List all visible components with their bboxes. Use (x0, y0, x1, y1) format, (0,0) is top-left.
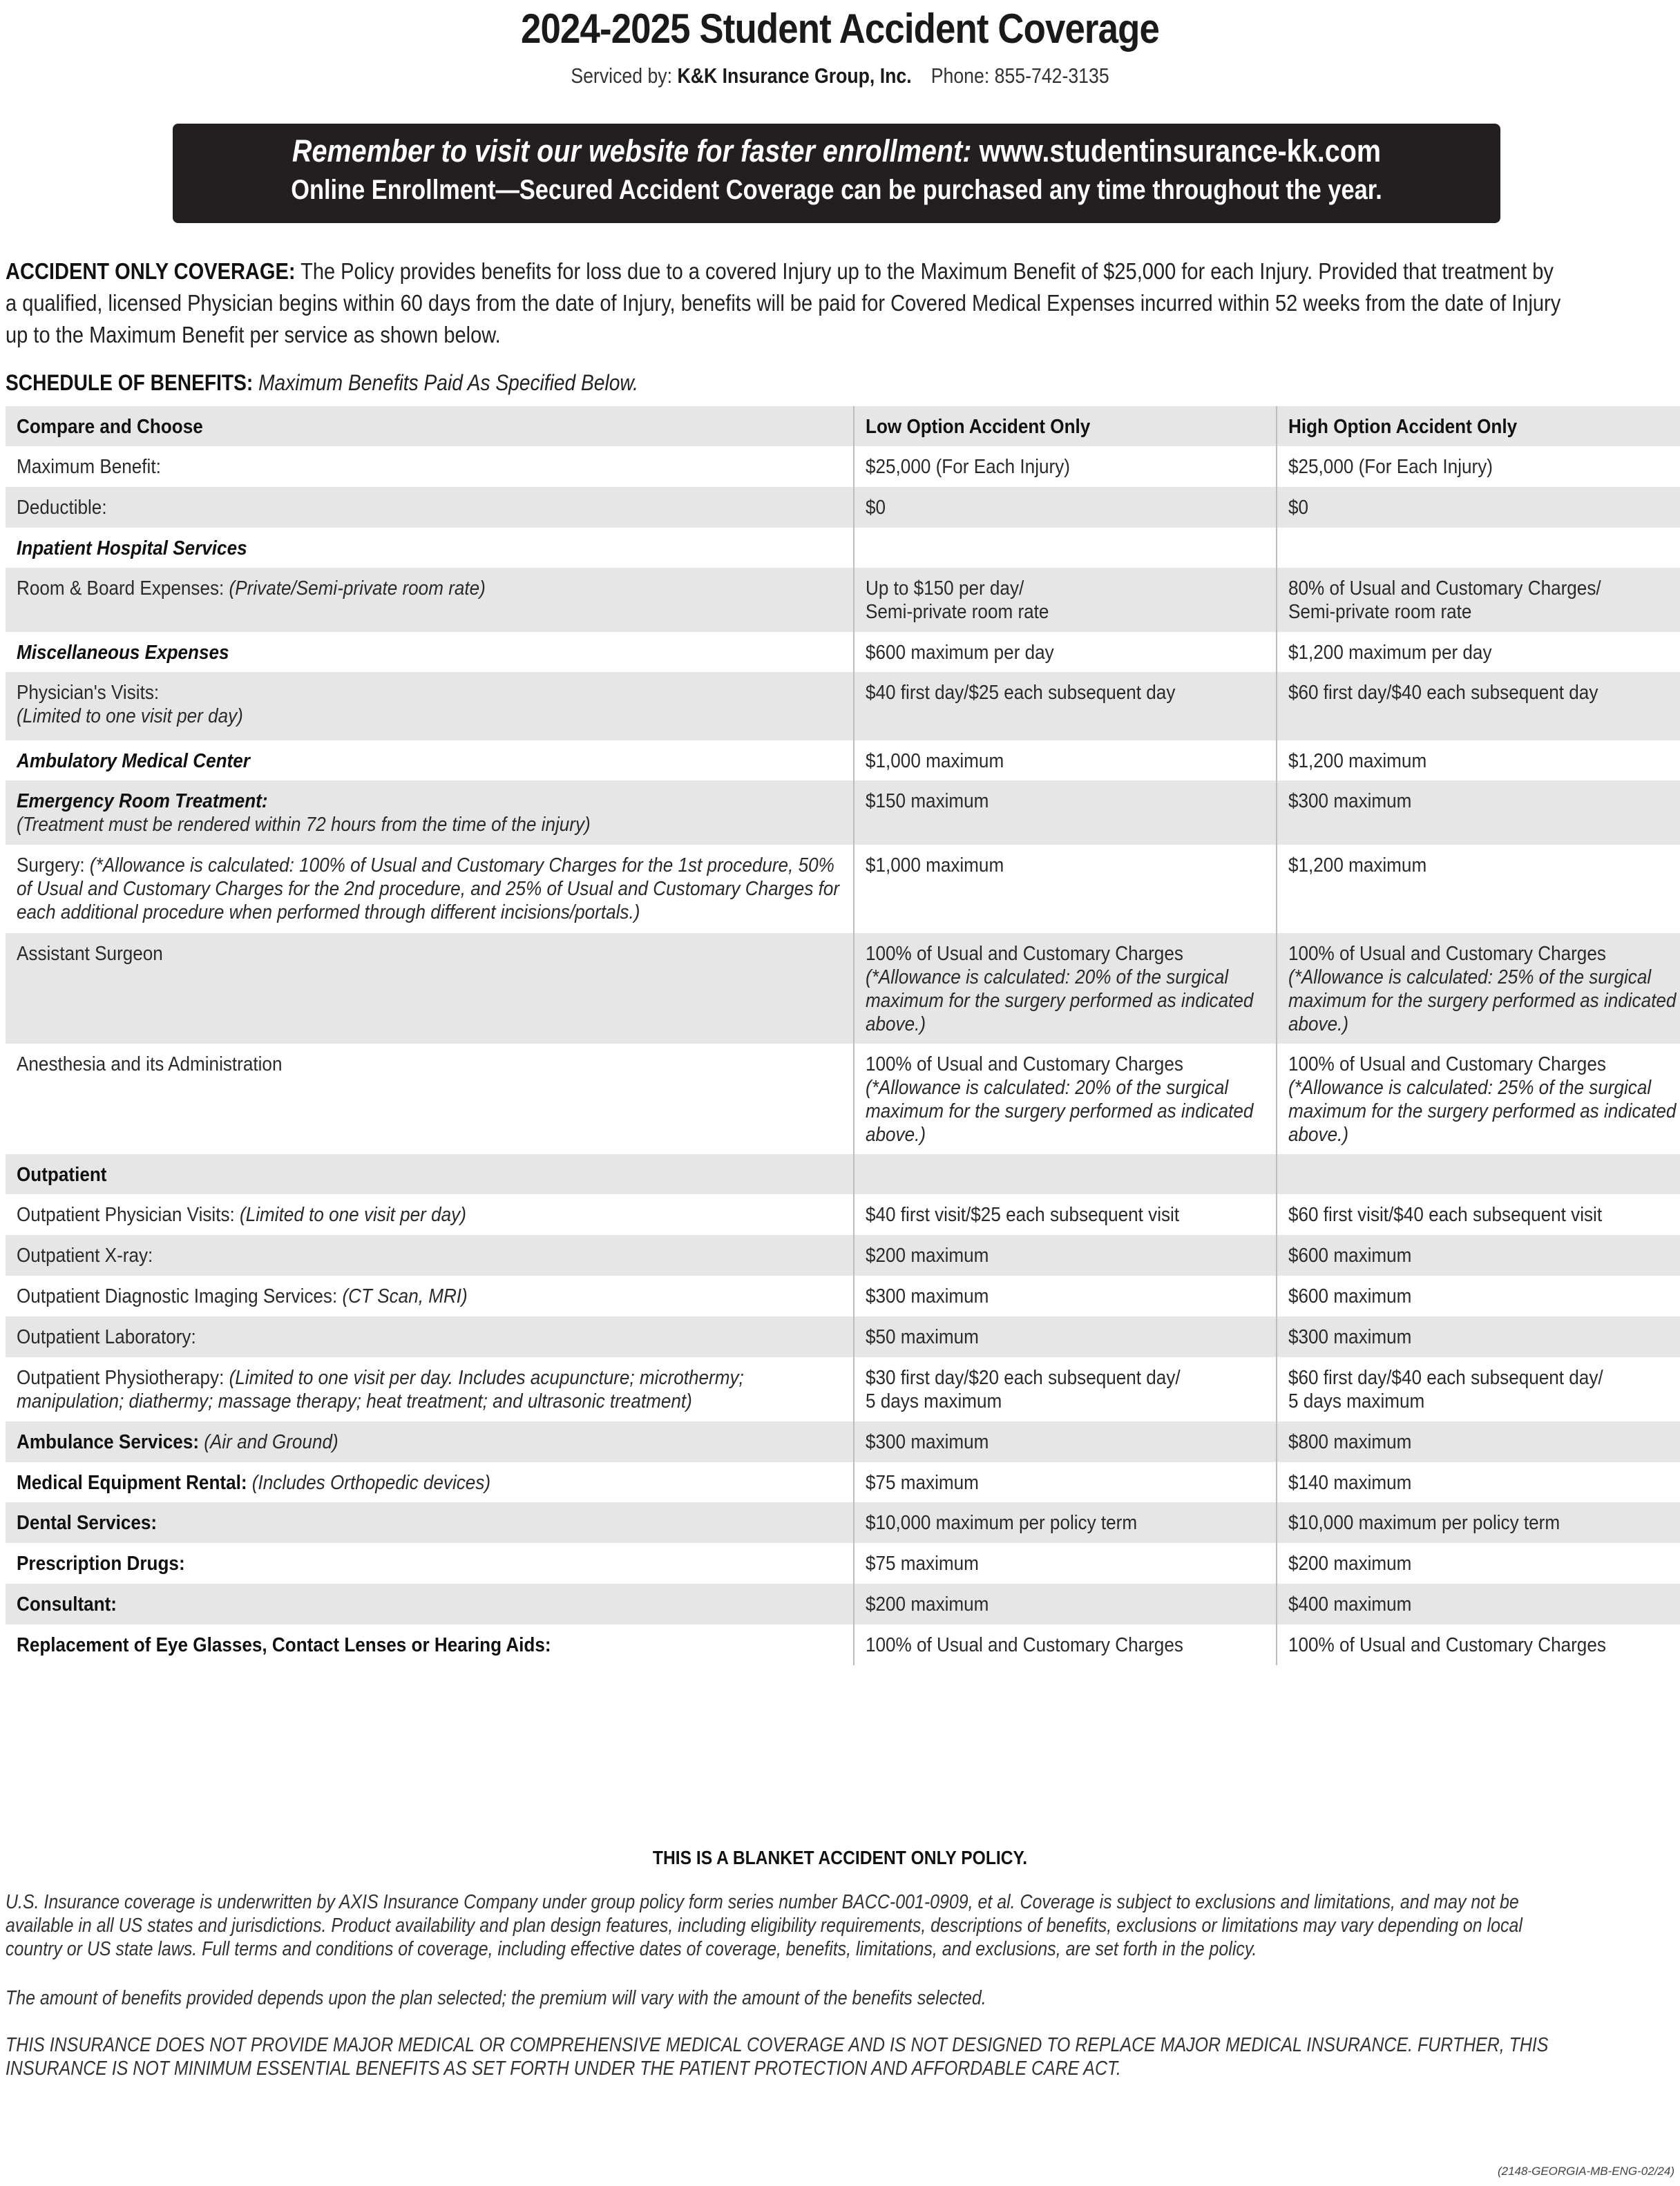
amount-text: The amount of benefits provided depends upon the plan selected; the premium will vary with the amount of the benefits selected. (6, 1987, 986, 2009)
low-option-value: $200 maximum (866, 1593, 989, 1615)
benefit-label: Outpatient Laboratory: (17, 1326, 196, 1348)
low-option-cell (854, 1421, 1277, 1462)
table-row (6, 740, 1680, 780)
low-option-cell (854, 780, 1277, 845)
benefit-note: (CT Scan, MRI) (342, 1285, 468, 1307)
low-option-value: $75 maximum (866, 1472, 979, 1494)
low-option-cell (854, 1154, 1277, 1194)
table-row (6, 1624, 1680, 1665)
benefit-cell (6, 780, 854, 845)
banner-line-2: Online Enrollment—Secured Accident Coverage can be purchased any time throughout the year. (291, 175, 1382, 205)
high-option-value: $200 maximum (1288, 1553, 1412, 1575)
high-option-cell (1277, 1543, 1680, 1584)
table-row (6, 1316, 1680, 1357)
low-option-cell (854, 1462, 1277, 1502)
table-row (6, 933, 1680, 1044)
header-high: High Option Accident Only (1288, 416, 1518, 438)
banner-line-1 (252, 131, 1420, 172)
table-row (6, 446, 1680, 487)
high-option-cell (1277, 1276, 1680, 1316)
benefit-note: (Private/Semi-private room rate) (229, 577, 486, 600)
disclaimer-text: THIS INSURANCE DOES NOT PROVIDE MAJOR MEDICAL OR COMPREHENSIVE MEDICAL COVERAGE AND IS NOT DESIGNED TO REPLACE MAJOR MEDICAL INSURANCE. FURTHER, THIS INSURANCE IS NOT MINIMUM ESSENTIAL BENEFITS AS SET FORTH UNDER THE PATIENT PROTECTION AND AFFORDABLE CARE ACT. (6, 2034, 1549, 2080)
benefit-cell (6, 1357, 854, 1421)
benefit-label: Emergency Room Treatment: (17, 790, 268, 812)
serviced-label: Serviced by: (571, 64, 673, 88)
table-row (6, 1154, 1680, 1194)
benefit-cell (6, 1421, 854, 1462)
benefit-cell (6, 1044, 854, 1154)
high-option-value: 80% of Usual and Customary Charges/ Semi-private room rate (1288, 577, 1601, 623)
high-option-cell (1277, 528, 1680, 568)
high-option-value: 100% of Usual and Customary Charges (1288, 1634, 1606, 1656)
low-option-cell (854, 487, 1277, 528)
benefits-table (6, 406, 1680, 1665)
header-low: Low Option Accident Only (866, 416, 1091, 438)
low-option-value: $10,000 maximum per policy term (866, 1512, 1138, 1534)
low-option-cell (854, 1357, 1277, 1421)
benefit-label: Prescription Drugs: (17, 1553, 185, 1575)
high-option-cell (1277, 1194, 1680, 1235)
benefit-label: Medical Equipment Rental: (17, 1472, 247, 1494)
high-option-cell (1277, 1357, 1680, 1421)
high-option-value: $10,000 maximum per policy term (1288, 1512, 1560, 1534)
table-row (6, 1357, 1680, 1421)
low-option-cell (854, 1276, 1277, 1316)
low-option-cell (854, 740, 1277, 780)
benefit-label: Surgery: (17, 854, 85, 876)
table-header-row (6, 406, 1680, 446)
high-option-value: $25,000 (For Each Injury) (1288, 456, 1493, 478)
enrollment-banner (173, 124, 1500, 223)
low-option-cell (854, 1044, 1277, 1154)
table-row (6, 1194, 1680, 1235)
benefit-note: (Treatment must be rendered within 72 hours from the time of the injury) (17, 814, 591, 836)
low-option-value: 100% of Usual and Customary Charges (866, 1634, 1183, 1656)
banner-reminder: Remember to visit our website for faster enrollment: (292, 133, 972, 169)
high-option-value: 100% of Usual and Customary Charges (1288, 1053, 1606, 1075)
high-option-note: (*Allowance is calculated: 25% of the surgical maximum for the surgery performed as indicated above.) (1288, 1077, 1677, 1146)
form-code: (2148-GEORGIA-MB-ENG-02/24) (1497, 2165, 1674, 2178)
header-cell (1277, 406, 1680, 446)
high-option-value: $60 first day/$40 each subsequent day/ 5 days maximum (1288, 1367, 1603, 1412)
benefit-cell (6, 1543, 854, 1584)
table-row (6, 780, 1680, 845)
table-row (6, 1044, 1680, 1154)
table-row (6, 528, 1680, 568)
low-option-cell (854, 672, 1277, 740)
benefit-label: Inpatient Hospital Services (17, 537, 247, 559)
page-title: 2024-2025 Student Accident Coverage (521, 6, 1159, 52)
intro-text: The Policy provides benefits for loss due to a covered Injury up to the Maximum Benefit of $25,000 for each Injury. Provided that treatment by a qualified, licensed Physician begins within 60 days from the date of Injury, benefits will be paid for Covered Medical Expenses incurred within 52 weeks from the date of Injury up to the Maximum Benefit per service as shown below. (6, 258, 1561, 347)
high-option-cell (1277, 740, 1680, 780)
benefit-note: (Air and Ground) (204, 1431, 338, 1453)
underwriting-text: U.S. Insurance coverage is underwritten by AXIS Insurance Company under group policy form series number BACC-001-0909, et al. Coverage is subject to exclusions and limitations, and may not be available in all US states and jurisdictions. Product availability and plan design features, including eligibility requirements, descriptions of benefits, exclusions or limitations may vary depending on local country or US state laws. Full terms and conditions of coverage, including effective dates of coverage, benefits, limitations, and exclusions, are set forth in the policy. (6, 1891, 1522, 1960)
table-row (6, 1543, 1680, 1584)
benefit-label: Physician's Visits: (17, 682, 160, 704)
benefit-cell (6, 568, 854, 632)
benefit-label: Assistant Surgeon (17, 943, 163, 965)
benefit-label: Anesthesia and its Administration (17, 1053, 283, 1075)
benefit-label: Replacement of Eye Glasses, Contact Lenses or Hearing Aids: (17, 1634, 551, 1656)
website-link[interactable]: www.studentinsurance-kk.com (979, 133, 1382, 169)
low-option-note: (*Allowance is calculated: 20% of the surgical maximum for the surgery performed as indicated above.) (866, 1077, 1254, 1146)
high-option-value: $0 (1288, 497, 1309, 519)
low-option-value: $0 (866, 497, 886, 519)
low-option-value: Up to $150 per day/ Semi-private room rate (866, 577, 1049, 623)
benefit-label: Outpatient (17, 1164, 107, 1186)
benefit-label: Outpatient Physiotherapy: (17, 1367, 225, 1389)
high-option-value: $1,200 maximum per day (1288, 642, 1492, 664)
table-row (6, 672, 1680, 740)
schedule-subtitle: Maximum Benefits Paid As Specified Below. (258, 370, 638, 395)
table-row (6, 1502, 1680, 1543)
low-option-value: $30 first day/$20 each subsequent day/ 5 days maximum (866, 1367, 1181, 1412)
benefit-label: Deductible: (17, 497, 107, 519)
benefit-cell (6, 933, 854, 1044)
low-option-value: 100% of Usual and Customary Charges (866, 943, 1183, 965)
high-option-cell (1277, 1044, 1680, 1154)
table-row (6, 1276, 1680, 1316)
benefit-cell (6, 487, 854, 528)
benefit-cell (6, 1194, 854, 1235)
low-option-cell (854, 632, 1277, 672)
low-option-value: $600 maximum per day (866, 642, 1054, 664)
low-option-value: $50 maximum (866, 1326, 979, 1348)
low-option-value: $40 first visit/$25 each subsequent visit (866, 1204, 1180, 1226)
low-option-cell (854, 1502, 1277, 1543)
benefit-note: (Includes Orthopedic devices) (251, 1472, 491, 1494)
low-option-cell (854, 933, 1277, 1044)
high-option-cell (1277, 568, 1680, 632)
benefit-label: Room & Board Expenses: (17, 577, 225, 600)
benefit-label: Outpatient X-ray: (17, 1245, 153, 1267)
benefit-cell (6, 1624, 854, 1665)
high-option-value: $800 maximum (1288, 1431, 1412, 1453)
benefit-cell (6, 740, 854, 780)
high-option-note: (*Allowance is calculated: 25% of the surgical maximum for the surgery performed as indicated above.) (1288, 966, 1677, 1035)
schedule-title: SCHEDULE OF BENEFITS: (6, 370, 254, 395)
high-option-cell (1277, 1316, 1680, 1357)
low-option-value: $25,000 (For Each Injury) (866, 456, 1070, 478)
coverage-intro (6, 256, 1562, 351)
low-option-value: $1,000 maximum (866, 750, 1004, 772)
low-option-cell (854, 1316, 1277, 1357)
table-body (6, 446, 1680, 1665)
benefit-note: (*Allowance is calculated: 100% of Usual and Customary Charges for the 1st procedure, 50% of Usual and Customary Charges for the 2nd procedure, and 25% of Usual and Customary Charges for each additional procedure when performed through different incisions/portals.) (17, 854, 845, 923)
low-option-cell (854, 446, 1277, 487)
phone-number: Phone: 855-742-3135 (930, 64, 1109, 88)
benefit-note: (Limited to one visit per day) (240, 1204, 466, 1226)
benefit-cell (6, 1154, 854, 1194)
low-option-cell (854, 528, 1277, 568)
table-row (6, 1235, 1680, 1276)
low-option-note: (*Allowance is calculated: 20% of the surgical maximum for the surgery performed as indicated above.) (866, 966, 1254, 1035)
low-option-cell (854, 568, 1277, 632)
low-option-cell (854, 1543, 1277, 1584)
benefit-label: Maximum Benefit: (17, 456, 161, 478)
high-option-value: $300 maximum (1288, 790, 1412, 812)
table-row (6, 632, 1680, 672)
benefit-label: Dental Services: (17, 1512, 158, 1534)
low-option-value: $75 maximum (866, 1553, 979, 1575)
high-option-value: $600 maximum (1288, 1245, 1412, 1267)
benefit-label: Miscellaneous Expenses (17, 642, 229, 664)
benefit-cell (6, 632, 854, 672)
table-row (6, 1421, 1680, 1462)
low-option-value: $200 maximum (866, 1245, 989, 1267)
low-option-value: 100% of Usual and Customary Charges (866, 1053, 1183, 1075)
benefit-label: Outpatient Physician Visits: (17, 1204, 235, 1226)
high-option-value: $1,200 maximum (1288, 750, 1427, 772)
table-row (6, 568, 1680, 632)
schedule-heading (6, 367, 857, 398)
low-option-value: $1,000 maximum (866, 854, 1004, 876)
high-option-cell (1277, 632, 1680, 672)
high-option-cell (1277, 845, 1680, 933)
intro-heading: ACCIDENT ONLY COVERAGE: (6, 258, 296, 284)
benefit-cell (6, 1316, 854, 1357)
benefit-cell (6, 672, 854, 740)
high-option-cell (1277, 1502, 1680, 1543)
high-option-value: $60 first visit/$40 each subsequent visit (1288, 1204, 1603, 1226)
high-option-cell (1277, 1421, 1680, 1462)
benefit-cell (6, 1276, 854, 1316)
benefit-cell (6, 1584, 854, 1624)
low-option-value: $150 maximum (866, 790, 989, 812)
high-option-value: $140 maximum (1288, 1472, 1412, 1494)
benefit-cell (6, 1235, 854, 1276)
blanket-policy-notice: THIS IS A BLANKET ACCIDENT ONLY POLICY. (652, 1847, 1028, 1868)
benefit-note: (Limited to one visit per day) (17, 705, 243, 727)
high-option-cell (1277, 1235, 1680, 1276)
header-compare: Compare and Choose (17, 416, 203, 438)
high-option-value: $60 first day/$40 each subsequent day (1288, 682, 1598, 704)
serviced-by-line (117, 61, 1563, 91)
table-row (6, 1462, 1680, 1502)
benefit-cell (6, 1502, 854, 1543)
low-option-value: $300 maximum (866, 1431, 989, 1453)
high-option-cell (1277, 446, 1680, 487)
table-row (6, 1584, 1680, 1624)
high-option-value: $300 maximum (1288, 1326, 1412, 1348)
table-row (6, 487, 1680, 528)
high-option-cell (1277, 1462, 1680, 1502)
high-option-value: $1,200 maximum (1288, 854, 1427, 876)
low-option-cell (854, 845, 1277, 933)
header-cell (854, 406, 1277, 446)
benefit-note: (Limited to one visit per day. Includes acupuncture; microthermy; manipulation; diathermy; massage therapy; heat treatment; and ultrasonic treatment) (17, 1367, 750, 1412)
benefit-label: Ambulance Services: (17, 1431, 200, 1453)
high-option-cell (1277, 1624, 1680, 1665)
high-option-cell (1277, 933, 1680, 1044)
benefit-label: Outpatient Diagnostic Imaging Services: (17, 1285, 338, 1307)
low-option-cell (854, 1624, 1277, 1665)
benefit-cell (6, 1462, 854, 1502)
low-option-cell (854, 1194, 1277, 1235)
high-option-value: $400 maximum (1288, 1593, 1412, 1615)
benefit-label: Consultant: (17, 1593, 117, 1615)
high-option-cell (1277, 780, 1680, 845)
low-option-cell (854, 1584, 1277, 1624)
high-option-cell (1277, 1584, 1680, 1624)
benefit-cell (6, 528, 854, 568)
benefit-cell (6, 446, 854, 487)
high-option-value: $600 maximum (1288, 1285, 1412, 1307)
table-row (6, 845, 1680, 933)
high-option-value: 100% of Usual and Customary Charges (1288, 943, 1606, 965)
high-option-cell (1277, 1154, 1680, 1194)
high-option-cell (1277, 672, 1680, 740)
low-option-value: $300 maximum (866, 1285, 989, 1307)
header-cell (6, 406, 854, 446)
benefit-label: Ambulatory Medical Center (17, 750, 250, 772)
low-option-cell (854, 1235, 1277, 1276)
company-name: K&K Insurance Group, Inc. (677, 64, 912, 88)
high-option-cell (1277, 487, 1680, 528)
benefit-cell (6, 845, 854, 933)
low-option-value: $40 first day/$25 each subsequent day (866, 682, 1176, 704)
